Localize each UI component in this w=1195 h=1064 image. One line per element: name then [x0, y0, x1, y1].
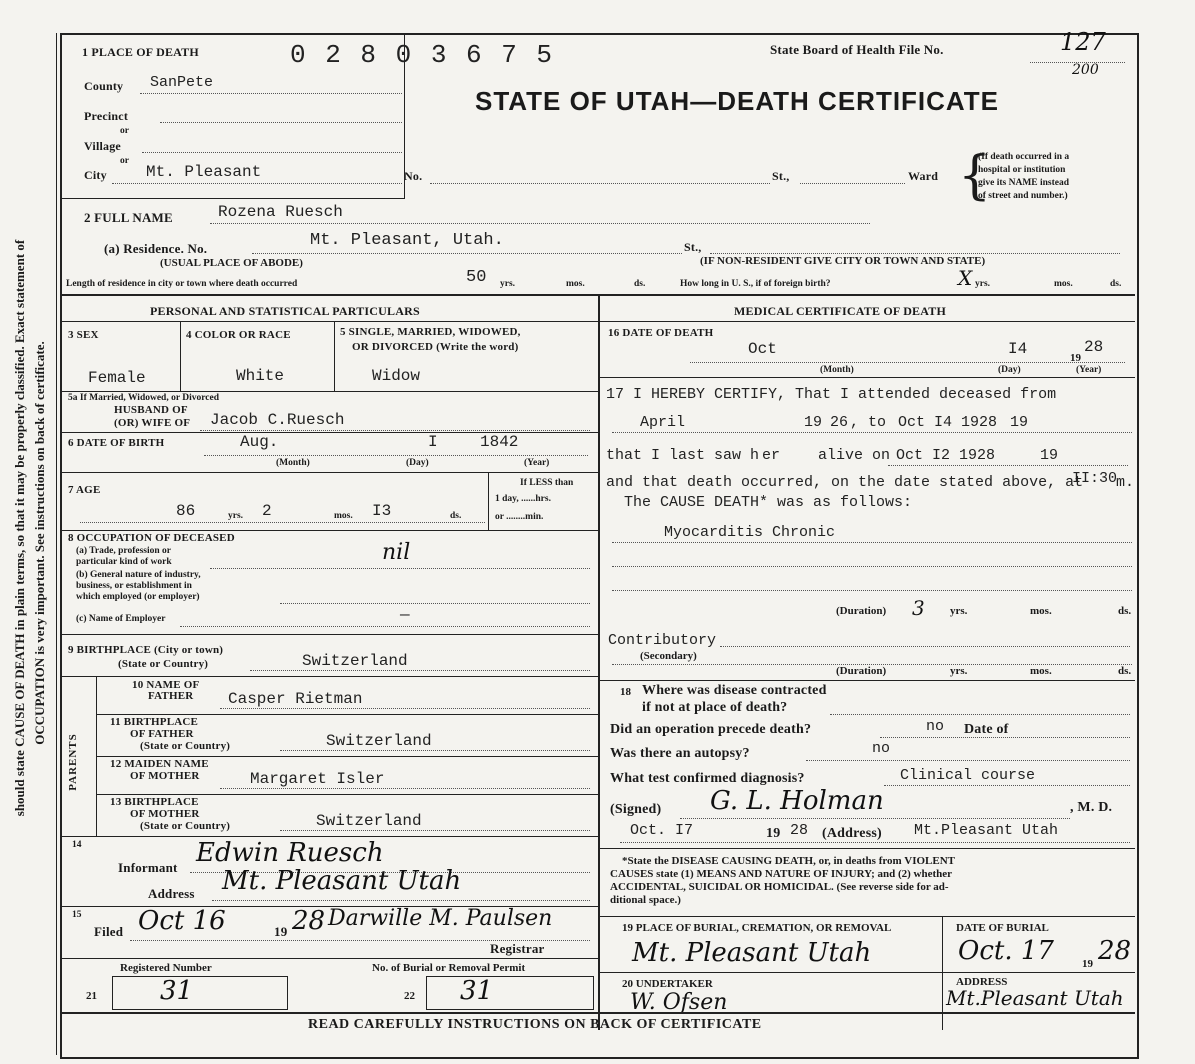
- attended-19a: 19: [804, 414, 823, 431]
- residence-line: [252, 253, 682, 254]
- burial-place-value: Mt. Pleasant Utah: [632, 938, 872, 968]
- attended-from: April: [640, 414, 686, 431]
- burial-date-value: Oct. 17: [958, 936, 1054, 966]
- dod-month-caption: (Month): [820, 365, 854, 375]
- precinct-label: Precinct: [84, 109, 129, 123]
- age-label: 7 AGE: [68, 484, 101, 496]
- employer-line: [180, 626, 590, 627]
- row-line-contributory: [600, 680, 1135, 681]
- full-name-label: 2 FULL NAME: [84, 210, 173, 225]
- autopsy-label: Was there an autopsy?: [610, 746, 750, 761]
- age-mos: mos.: [334, 511, 353, 521]
- father-bp-line: [280, 750, 590, 751]
- nonresident-label: (IF NON-RESIDENT GIVE CITY OR TOWN AND STATE): [700, 255, 986, 267]
- medical-heading-line: [600, 321, 1135, 322]
- physician-address-line: [620, 842, 1130, 843]
- occupation-c: (c) Name of Employer: [76, 614, 166, 624]
- q18-number: 18: [620, 686, 631, 698]
- occupation-b-2: business, or establishment in: [76, 581, 192, 591]
- date-of-death-month: Oct: [748, 340, 777, 358]
- personal-heading-line: [60, 321, 598, 322]
- death-time: II:30: [1072, 470, 1118, 487]
- county-line: [140, 93, 402, 94]
- attended-line: [612, 432, 1132, 433]
- informant-label: Informant: [118, 860, 178, 875]
- length-ds: ds.: [634, 279, 646, 289]
- footer-instructions: READ CAREFULLY INSTRUCTIONS ON BACK OF CERTIFICATE: [308, 1017, 762, 1032]
- row-line-dob: [60, 472, 598, 473]
- filed-month: Oct 16: [138, 906, 226, 936]
- autopsy-value: no: [872, 740, 891, 757]
- spouse-line: [200, 430, 590, 431]
- row-line-burial: [600, 972, 1135, 973]
- county-label: County: [84, 79, 124, 93]
- mother-bp-value: Switzerland: [316, 812, 422, 830]
- burial-date-19: 19: [1082, 958, 1093, 970]
- marital-value: Widow: [372, 367, 421, 385]
- registered-number-box: [112, 976, 288, 1010]
- cause-line-3: [612, 590, 1132, 591]
- birthplace-line: [250, 670, 590, 671]
- city-no-label: No.: [404, 169, 423, 183]
- row-line-sex: [60, 391, 598, 392]
- file-number: 127: [1060, 28, 1106, 56]
- color-label: 4 COLOR OR RACE: [186, 329, 291, 341]
- test-label: What test confirmed diagnosis?: [610, 771, 805, 786]
- or-label-2: or: [120, 156, 129, 166]
- duration2-label: (Duration): [836, 665, 887, 677]
- sex-divider: [180, 321, 181, 391]
- contributory-line-1: [720, 646, 1130, 647]
- physician-signature: G. L. Holman: [710, 786, 884, 816]
- registered-number-prefix: 21: [86, 990, 97, 1002]
- birthplace-label-2: (State or Country): [118, 658, 209, 670]
- how-long-label: How long in U. S., if of foreign birth?: [680, 279, 831, 289]
- filed-year: 28: [292, 906, 326, 936]
- filed-number: 15: [72, 910, 82, 920]
- contributory-secondary: (Secondary): [640, 650, 697, 662]
- county-value: SanPete: [150, 74, 214, 91]
- informant-number: 14: [72, 840, 82, 850]
- dob-day: I: [428, 433, 438, 451]
- usual-abode-label: (USUAL PLACE OF ABODE): [160, 257, 303, 269]
- city-label: City: [84, 168, 107, 182]
- place-box-right: [404, 33, 405, 198]
- dod-year-caption: (Year): [1076, 365, 1102, 375]
- father-bp-label-1: 11 BIRTHPLACE: [110, 716, 199, 728]
- row-line-filed: [60, 958, 598, 959]
- registered-number-label: Registered Number: [120, 962, 212, 974]
- industry-line: [280, 603, 590, 604]
- dob-label: 6 DATE OF BIRTH: [68, 437, 165, 449]
- less-label-1: If LESS than: [520, 478, 574, 488]
- row-line-dod: [600, 377, 1135, 378]
- row-line-father-bp: [96, 756, 598, 757]
- age-years: 86: [176, 502, 196, 520]
- attended-to: Oct I4 1928: [898, 414, 998, 431]
- signed-date: Oct. I7: [630, 822, 694, 839]
- father-bp-label-3: (State or Country): [140, 740, 231, 752]
- father-bp-value: Switzerland: [326, 732, 432, 750]
- mother-label-2: OF MOTHER: [130, 770, 200, 782]
- burial-permit-label: No. of Burial or Removal Permit: [372, 962, 526, 974]
- burial-place-label: 19 PLACE OF BURIAL, CREMATION, OR REMOVAL: [622, 922, 892, 934]
- full-name-value: Rozena Ruesch: [218, 203, 343, 221]
- autopsy-line: [806, 760, 1130, 761]
- signed-line: [680, 818, 1070, 819]
- burial-permit-value: 31: [460, 976, 494, 1006]
- dob-day-caption: (Day): [406, 458, 429, 468]
- informant-signature: Edwin Ruesch: [196, 838, 384, 868]
- precinct-line: [160, 122, 402, 123]
- medical-heading: MEDICAL CERTIFICATE OF DEATH: [734, 304, 946, 318]
- ward-label: Ward: [908, 169, 939, 183]
- filed-label: Filed: [94, 924, 124, 939]
- informant-address: Mt. Pleasant Utah: [222, 866, 462, 896]
- file-number-label: State Board of Health File No.: [770, 42, 944, 57]
- test-line: [884, 785, 1130, 786]
- burial-permit-prefix: 22: [404, 990, 415, 1002]
- age-yrs: yrs.: [228, 511, 244, 521]
- duration2-yrs: yrs.: [950, 665, 968, 677]
- dod-day-caption: (Day): [998, 365, 1021, 375]
- spouse-label-2: HUSBAND OF: [114, 404, 188, 416]
- cause-line-1: [612, 542, 1132, 543]
- signed-label: (Signed): [610, 802, 662, 817]
- occupation-label: 8 OCCUPATION OF DECEASED: [68, 532, 235, 544]
- age-months: 2: [262, 502, 272, 520]
- row-line-birthplace: [60, 676, 598, 677]
- mother-bp-label-1: 13 BIRTHPLACE: [110, 796, 199, 808]
- burial-date-year: 28: [1098, 936, 1132, 966]
- date-of-death-19: 19: [1070, 352, 1081, 364]
- duration-yrs: yrs.: [950, 605, 968, 617]
- ward-brace: {: [958, 146, 992, 206]
- occupation-a-2: particular kind of work: [76, 557, 172, 567]
- age-less-divider: [488, 472, 489, 530]
- undertaker-signature: W. Ofsen: [630, 990, 728, 1015]
- signed-19: 19: [766, 826, 781, 841]
- how-long-value: X: [958, 266, 973, 290]
- last-saw-19: 19: [1040, 447, 1059, 464]
- q18-answer-line: [830, 714, 1130, 715]
- q18-line-1: Where was disease contracted: [642, 683, 827, 698]
- spouse-label-1: 5a If Married, Widowed, or Divorced: [68, 393, 220, 403]
- employer-value: —: [400, 606, 410, 624]
- duration-value: 3: [912, 596, 925, 620]
- color-value: White: [236, 367, 285, 385]
- residence-value: Mt. Pleasant, Utah.: [310, 231, 504, 250]
- how-long-yrs: yrs.: [975, 279, 991, 289]
- length-yrs: yrs.: [500, 279, 516, 289]
- undertaker-label: 20 UNDERTAKER: [622, 978, 713, 990]
- dob-year: 1842: [480, 433, 519, 451]
- burial-permit-box: [426, 976, 594, 1010]
- father-value: Casper Rietman: [228, 690, 363, 708]
- length-mos: mos.: [566, 279, 585, 289]
- occupation-value: nil: [382, 540, 411, 565]
- date-of-death-day: I4: [1008, 340, 1028, 358]
- row-line-note: [600, 916, 1135, 917]
- parents-label: PARENTS: [66, 733, 79, 791]
- occupation-b-1: (b) General nature of industry,: [76, 570, 201, 580]
- city-st-line: [800, 183, 905, 184]
- ward-note-2: hospital or institution: [978, 165, 1066, 175]
- operation-line: [880, 737, 1130, 738]
- dob-month-caption: (Month): [276, 458, 310, 468]
- row-line-father: [96, 714, 598, 715]
- occupation-line: [210, 568, 590, 569]
- age-ds: ds.: [450, 511, 462, 521]
- occupation-a-1: (a) Trade, profession or: [76, 546, 171, 556]
- duration-label: (Duration): [836, 605, 887, 617]
- side-margin-line1: should state CAUSE OF DEATH in plain terms, so that it may be properly classified. Exact statement of: [12, 239, 27, 817]
- informant-address-line: [212, 900, 590, 901]
- color-divider: [334, 321, 335, 391]
- md-label: , M. D.: [1070, 800, 1113, 815]
- duration2-mos: mos.: [1030, 665, 1052, 677]
- father-bp-label-2: OF FATHER: [130, 728, 194, 740]
- side-margin-line2: OCCUPATION is very important. See instructions on back of certificate.: [32, 341, 47, 745]
- father-label-2: FATHER: [148, 690, 194, 702]
- note-line-4: ditional space.): [610, 894, 681, 906]
- mother-line: [220, 788, 590, 789]
- death-time-m: m.: [1116, 474, 1135, 491]
- operation-label: Did an operation precede death?: [610, 722, 812, 737]
- personal-heading: PERSONAL AND STATISTICAL PARTICULARS: [150, 304, 420, 318]
- how-long-mos: mos.: [1054, 279, 1073, 289]
- ward-note-3: give its NAME instead: [978, 178, 1070, 188]
- mother-value: Margaret Isler: [250, 770, 385, 788]
- residence-st-line: [710, 253, 1120, 254]
- registered-number-value: 31: [160, 976, 194, 1006]
- dob-year-caption: (Year): [524, 458, 550, 468]
- row-line-occupation: [60, 634, 598, 635]
- place-box-bottom: [60, 198, 405, 199]
- marital-label-2: OR DIVORCED (Write the word): [352, 341, 519, 353]
- sex-label: 3 SEX: [68, 329, 99, 341]
- note-line-1: *State the DISEASE CAUSING DEATH, or, in deaths from VIOLENT: [622, 855, 956, 867]
- last-saw-label: that I last saw h: [606, 447, 760, 464]
- duration2-ds: ds.: [1118, 665, 1132, 677]
- full-name-line: [210, 223, 870, 224]
- or-label-1: or: [120, 126, 129, 136]
- city-line: [112, 183, 402, 184]
- note-line-3: ACCIDENTAL, SUICIDAL OR HOMICIDAL. (See reverse side for ad-: [610, 881, 949, 893]
- spouse-value: Jacob C.Ruesch: [210, 411, 345, 429]
- filed-19: 19: [274, 924, 288, 939]
- undertaker-address-label: ADDRESS: [956, 976, 1008, 988]
- physician-address: Mt.Pleasant Utah: [914, 822, 1059, 839]
- occupation-b-3: which employed (or employer): [76, 592, 200, 602]
- date-of-label: Date of: [964, 722, 1009, 737]
- cause-line-2: [612, 566, 1132, 567]
- registrar-label: Registrar: [490, 941, 545, 956]
- age-days: I3: [372, 502, 392, 520]
- serial-number: 0 2 8 0 3 6 7 5: [290, 40, 555, 70]
- operation-value: no: [926, 718, 945, 735]
- signed-year: 28: [790, 822, 809, 839]
- mother-label-1: 12 MAIDEN NAME: [110, 758, 209, 770]
- village-label: Village: [84, 139, 121, 153]
- spouse-label-3: (OR) WIFE OF: [114, 417, 191, 429]
- length-residence-label: Length of residence in city or town where death occurred: [66, 279, 298, 289]
- address-label: (Address): [822, 826, 882, 841]
- certificate-title: STATE OF UTAH—DEATH CERTIFICATE: [475, 86, 999, 116]
- duration-ds: ds.: [1118, 605, 1132, 617]
- cause-value: Myocarditis Chronic: [664, 524, 836, 541]
- village-line: [142, 152, 402, 153]
- city-value: Mt. Pleasant: [146, 163, 262, 181]
- q18-line-2: if not at place of death?: [642, 700, 788, 715]
- less-label-3: or ........min.: [495, 512, 544, 522]
- age-line: [80, 522, 485, 523]
- sex-value: Female: [88, 369, 146, 387]
- file-number-sub: 200: [1072, 62, 1099, 78]
- registrar-signature: Darwille M. Paulsen: [328, 906, 553, 931]
- center-divider: [598, 296, 600, 1030]
- place-of-death-heading: 1 PLACE OF DEATH: [82, 45, 199, 59]
- date-of-death-label: 16 DATE OF DEATH: [608, 327, 714, 339]
- length-residence-value: 50: [466, 268, 487, 287]
- dob-line: [204, 455, 588, 456]
- informant-address-label: Address: [148, 886, 195, 901]
- father-label-1: 10 NAME OF: [132, 679, 200, 691]
- contributory-label: Contributory: [608, 632, 717, 649]
- last-saw-her: er: [762, 447, 781, 464]
- certify-line-1: 17 I HEREBY CERTIFY, That I attended deceased from: [606, 386, 1057, 403]
- how-long-ds: ds.: [1110, 279, 1122, 289]
- mother-bp-line: [280, 830, 590, 831]
- birthplace-value: Switzerland: [302, 652, 408, 670]
- ward-note-1: (If death occurred in a: [978, 152, 1070, 162]
- mother-bp-label-3: (State or Country): [140, 820, 231, 832]
- undertaker-address: Mt.Pleasant Utah: [946, 986, 1124, 1010]
- row-line-mother-bp: [60, 836, 598, 837]
- city-no-line: [430, 183, 770, 184]
- residence-label: (a) Residence. No.: [104, 241, 208, 256]
- cause-label: The CAUSE DEATH* was as follows:: [624, 494, 913, 511]
- alive-on-label: alive on: [818, 447, 891, 464]
- row-line-signed: [600, 848, 1135, 849]
- attended-year-from: 26: [830, 414, 849, 431]
- date-of-death-year: 28: [1084, 338, 1104, 356]
- father-line: [220, 708, 590, 709]
- duration-mos: mos.: [1030, 605, 1052, 617]
- row-line-age: [60, 530, 598, 531]
- birthplace-label-1: 9 BIRTHPLACE (City or town): [68, 644, 224, 656]
- last-saw-line: [888, 465, 1128, 466]
- section-divider-bottom: [60, 1012, 1135, 1014]
- test-value: Clinical course: [900, 767, 1036, 784]
- date-of-death-line: [690, 362, 1125, 363]
- burial-date-label: DATE OF BURIAL: [956, 922, 1049, 934]
- row-line-mother: [96, 794, 598, 795]
- dob-month: Aug.: [240, 433, 279, 451]
- marital-label-1: 5 SINGLE, MARRIED, WIDOWED,: [340, 326, 521, 338]
- less-label-2: 1 day, ......hrs.: [495, 494, 551, 504]
- occurred-label: and that death occurred, on the date stated above, at: [606, 474, 1084, 491]
- attended-to-label: , to: [850, 414, 887, 431]
- ward-note-4: of street and number.): [978, 191, 1068, 201]
- city-st-label: St.,: [772, 169, 790, 183]
- mother-bp-label-2: OF MOTHER: [130, 808, 200, 820]
- residence-st-label: St.,: [684, 240, 702, 254]
- attended-19b: 19: [1010, 414, 1029, 431]
- frame-left-edge: [56, 33, 57, 1055]
- last-saw-date: Oct I2 1928: [896, 447, 996, 464]
- note-line-2: CAUSES state (1) MEANS AND NATURE OF INJURY; and (2) whether: [610, 868, 953, 880]
